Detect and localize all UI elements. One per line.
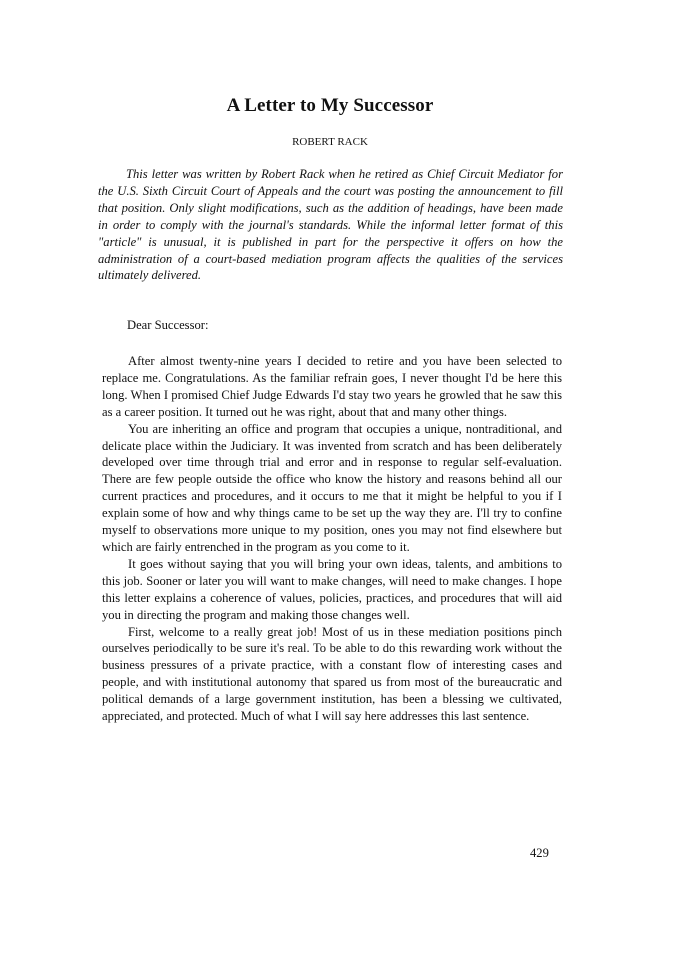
page-number: 429 xyxy=(530,846,549,860)
letter-body xyxy=(102,353,562,725)
article-title: A Letter to My Successor xyxy=(226,95,434,116)
body-paragraph: First, welcome to a really great job! Most of us in these mediation positions pinch ourselves periodically to be sure it's real. To be able to do this rewarding work without the business pressures of a private practice, with a constant flow of interesting cases and people, and with institutional autonomy that spared us from most of the bureaucratic and political demands of a large government institution, has been a blessing we cultivated, appreciated, and protected. Much of what I will say here addresses this last sentence. xyxy=(102,624,562,724)
article-author: ROBERT RACK xyxy=(292,136,368,148)
body-paragraph: You are inheriting an office and program that occupies a unique, nontraditional, and delicate place within the Judiciary. It was invented from scratch and has been deliberately developed over time through trial and error and in response to regular self-evaluation. There are few people outside the office who know the history and reasons behind all our current practices and procedures, and it occurs to me that it might be helpful to you if I explain some of how and why things came to be set up the way they are. I'll try to confine myself to observations more unique to my position, ones you may not find elsewhere but which are fairly entrenched in the program as you come to it. xyxy=(102,421,562,554)
letter-salutation: Dear Successor: xyxy=(127,318,209,332)
body-paragraph: It goes without saying that you will bring your own ideas, talents, and ambitions to this job. Sooner or later you will want to make changes, will need to make changes. I hope this letter explains a coherence of values, policies, practices, and procedures that will aid you in directing the program and making those changes well. xyxy=(102,556,562,622)
article-abstract: This letter was written by Robert Rack when he retired as Chief Circuit Mediator for the U.S. Sixth Circuit Court of Appeals and the court was posting the announcement to fill that position. Only slight modifications, such as the addition of headings, have been made in order to comply with the journal's standards. While the informal letter format of this "article" is unusual, it is published in part for the perspective it offers on how the administration of a court-based mediation program affects the qualities of the services ultimately delivered. xyxy=(98,167,563,283)
body-paragraph: After almost twenty-nine years I decided to retire and you have been selected to replace me. Congratulations. As the familiar refrain goes, I never thought I'd be here this long. When I promised Chief Judge Edwards I'd stay two years he growled that he saw this as a career position. It turned out he was right, about that and many other things. xyxy=(102,354,562,419)
